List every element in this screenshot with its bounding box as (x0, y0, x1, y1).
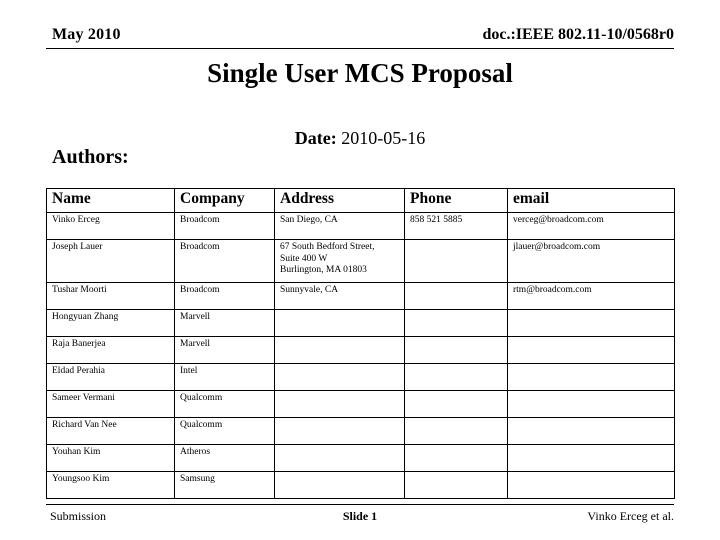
authors-label: Authors: (52, 146, 129, 168)
cell-phone (405, 391, 508, 418)
date-label: Date: (294, 128, 337, 148)
cell-email: jlauer@broadcom.com (508, 240, 675, 283)
footer-submission: Submission (50, 509, 107, 523)
table-header-row (47, 189, 675, 213)
cell-company: Qualcomm (175, 418, 275, 445)
footer-slide-number: Slide 1 (342, 509, 378, 523)
cell-phone (405, 418, 508, 445)
cell-name: Youngsoo Kim (47, 472, 175, 499)
cell-email (508, 364, 675, 391)
column-header-company: Company (175, 189, 275, 213)
cell-company: Atheros (175, 445, 275, 472)
date-value: 2010-05-16 (341, 128, 426, 148)
table-row (47, 391, 675, 418)
slide-header (46, 26, 674, 52)
cell-address (275, 364, 405, 391)
cell-phone (405, 337, 508, 364)
cell-name: Vinko Erceg (47, 213, 175, 240)
cell-email (508, 418, 675, 445)
cell-company: Intel (175, 364, 275, 391)
cell-name: Joseph Lauer (47, 240, 175, 283)
cell-company: Broadcom (175, 240, 275, 283)
cell-address (275, 337, 405, 364)
header-date: May 2010 (52, 26, 121, 43)
cell-email (508, 445, 675, 472)
address-line: Burlington, MA 01803 (280, 265, 367, 275)
cell-email: rtm@broadcom.com (508, 283, 675, 310)
cell-address (275, 310, 405, 337)
cell-phone (405, 445, 508, 472)
table-row (47, 472, 675, 499)
cell-company: Broadcom (175, 213, 275, 240)
cell-name: Youhan Kim (47, 445, 175, 472)
footer-divider (46, 504, 674, 505)
cell-address (275, 391, 405, 418)
cell-phone (405, 472, 508, 499)
table-row (47, 445, 675, 472)
authors-table (46, 188, 675, 499)
cell-name: Raja Banerjea (47, 337, 175, 364)
page-title: Single User MCS Proposal (207, 58, 513, 88)
cell-address (275, 240, 405, 283)
table-row (47, 310, 675, 337)
cell-address (275, 472, 405, 499)
cell-email (508, 391, 675, 418)
cell-address: San Diego, CA (275, 213, 405, 240)
cell-phone (405, 283, 508, 310)
cell-company: Marvell (175, 337, 275, 364)
cell-company: Marvell (175, 310, 275, 337)
cell-phone: 858 521 5885 (405, 213, 508, 240)
header-divider (46, 48, 674, 49)
column-header-phone: Phone (405, 189, 508, 213)
cell-name: Sameer Vermani (47, 391, 175, 418)
table-row (47, 418, 675, 445)
cell-address (275, 445, 405, 472)
table-row (47, 283, 675, 310)
cell-company: Samsung (175, 472, 275, 499)
cell-email (508, 310, 675, 337)
cell-phone (405, 364, 508, 391)
cell-name: Eldad Perahia (47, 364, 175, 391)
cell-name: Richard Van Nee (47, 418, 175, 445)
table-row (47, 337, 675, 364)
column-header-name: Name (47, 189, 175, 213)
cell-address (275, 418, 405, 445)
cell-email: verceg@broadcom.com (508, 213, 675, 240)
footer-author: Vinko Erceg et al. (587, 509, 674, 523)
authors-table-container (46, 188, 674, 499)
cell-company: Broadcom (175, 283, 275, 310)
table-row (47, 364, 675, 391)
cell-name: Tushar Moorti (47, 283, 175, 310)
table-row (47, 213, 675, 240)
column-header-email: email (508, 189, 675, 213)
cell-company: Qualcomm (175, 391, 275, 418)
column-header-address: Address (275, 189, 405, 213)
cell-phone (405, 310, 508, 337)
cell-email (508, 337, 675, 364)
cell-phone (405, 240, 508, 283)
cell-email (508, 472, 675, 499)
cell-name: Hongyuan Zhang (47, 310, 175, 337)
address-line: 67 South Bedford Street, (280, 242, 375, 252)
slide-footer (46, 509, 674, 527)
cell-address: Sunnyvale, CA (275, 283, 405, 310)
header-document-id: doc.:IEEE 802.11-10/0568r0 (482, 26, 674, 43)
table-row (47, 240, 675, 283)
address-line: Suite 400 W (280, 253, 328, 264)
